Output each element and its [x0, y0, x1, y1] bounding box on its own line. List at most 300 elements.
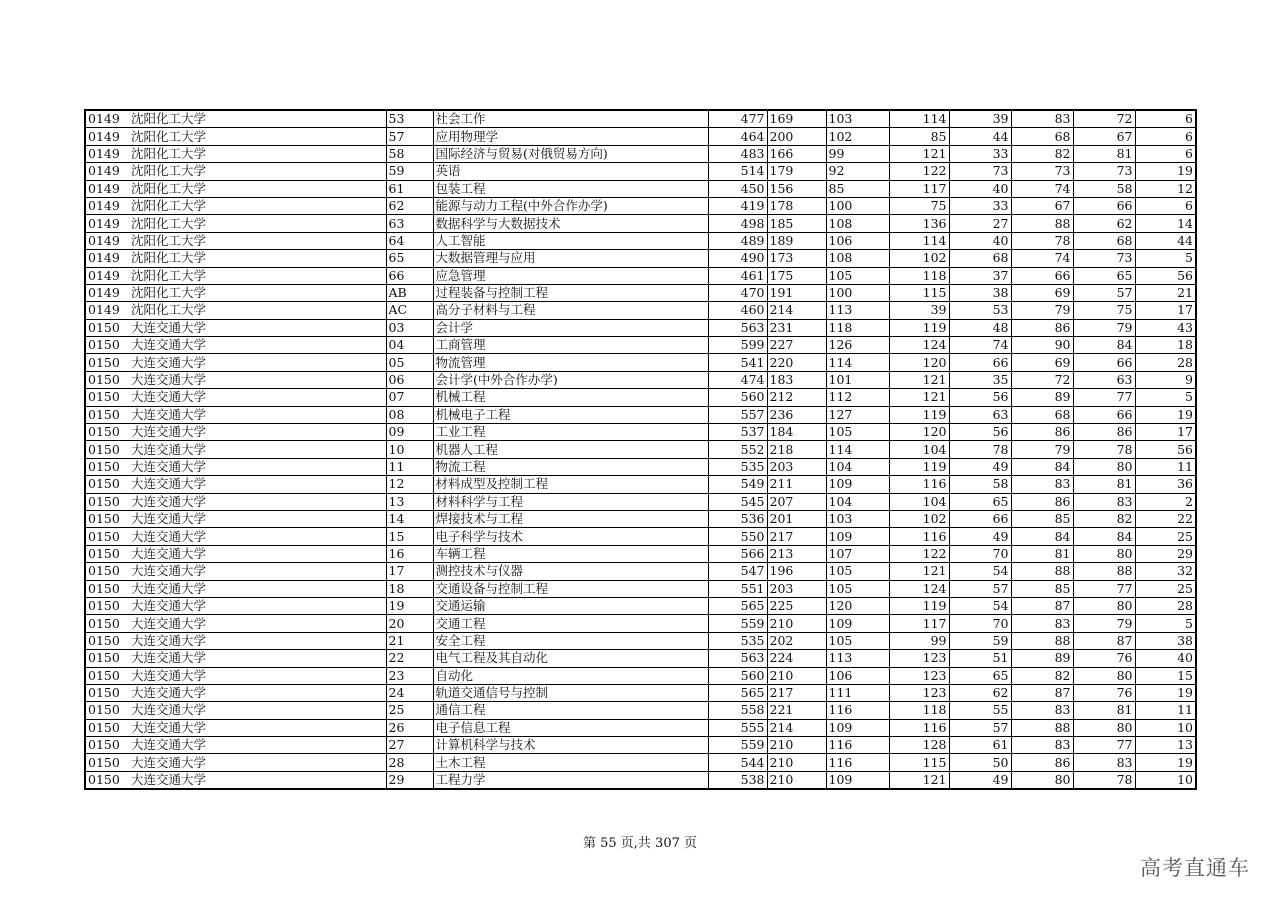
score-col-3: 109	[826, 719, 889, 736]
table-row	[85, 545, 1196, 562]
school-code: 0150	[85, 406, 129, 423]
major-code: 20	[386, 615, 433, 632]
major-code: AC	[386, 302, 433, 319]
score-col-3: 113	[826, 650, 889, 667]
score-col-1: 547	[708, 563, 767, 580]
score-col-3: 114	[826, 441, 889, 458]
school-name: 大连交通大学	[129, 719, 386, 736]
score-col-6: 79	[1011, 302, 1073, 319]
score-col-7: 62	[1073, 215, 1135, 232]
score-col-4: 121	[889, 563, 949, 580]
score-col-7: 77	[1073, 389, 1135, 406]
score-col-2: 220	[767, 354, 826, 371]
score-col-1: 552	[708, 441, 767, 458]
major-name: 人工智能	[433, 232, 708, 249]
score-col-8: 17	[1135, 302, 1196, 319]
school-name: 大连交通大学	[129, 684, 386, 701]
score-col-8: 22	[1135, 510, 1196, 527]
score-col-1: 557	[708, 406, 767, 423]
score-col-4: 123	[889, 667, 949, 684]
score-col-7: 73	[1073, 163, 1135, 180]
school-name: 大连交通大学	[129, 580, 386, 597]
school-code: 0150	[85, 719, 129, 736]
table-row	[85, 719, 1196, 736]
score-col-6: 85	[1011, 580, 1073, 597]
score-col-3: 120	[826, 597, 889, 614]
score-col-2: 224	[767, 650, 826, 667]
score-col-4: 121	[889, 371, 949, 388]
score-col-2: 189	[767, 232, 826, 249]
score-col-1: 538	[708, 771, 767, 789]
table-row	[85, 458, 1196, 475]
school-name: 沈阳化工大学	[129, 302, 386, 319]
score-col-5: 48	[949, 319, 1011, 336]
score-col-4: 102	[889, 250, 949, 267]
score-col-3: 105	[826, 580, 889, 597]
score-col-2: 203	[767, 580, 826, 597]
score-col-5: 49	[949, 458, 1011, 475]
major-code: 04	[386, 337, 433, 354]
table-row	[85, 632, 1196, 649]
school-name: 沈阳化工大学	[129, 110, 386, 128]
table-row	[85, 197, 1196, 214]
score-col-1: 470	[708, 284, 767, 301]
school-name: 大连交通大学	[129, 597, 386, 614]
score-col-2: 200	[767, 128, 826, 145]
major-name: 计算机科学与技术	[433, 737, 708, 754]
score-col-6: 86	[1011, 493, 1073, 510]
score-col-8: 43	[1135, 319, 1196, 336]
score-col-7: 76	[1073, 684, 1135, 701]
score-col-7: 81	[1073, 702, 1135, 719]
score-col-5: 59	[949, 632, 1011, 649]
major-code: 03	[386, 319, 433, 336]
major-code: 23	[386, 667, 433, 684]
score-col-6: 83	[1011, 110, 1073, 128]
score-col-5: 70	[949, 615, 1011, 632]
score-col-1: 565	[708, 684, 767, 701]
score-col-8: 5	[1135, 615, 1196, 632]
table-row	[85, 145, 1196, 162]
score-col-7: 79	[1073, 615, 1135, 632]
score-col-3: 113	[826, 302, 889, 319]
major-name: 通信工程	[433, 702, 708, 719]
score-col-7: 84	[1073, 528, 1135, 545]
score-col-3: 85	[826, 180, 889, 197]
school-name: 大连交通大学	[129, 737, 386, 754]
score-col-6: 79	[1011, 441, 1073, 458]
score-col-8: 40	[1135, 650, 1196, 667]
major-name: 轨道交通信号与控制	[433, 684, 708, 701]
table-row	[85, 441, 1196, 458]
score-col-5: 58	[949, 476, 1011, 493]
score-col-6: 74	[1011, 250, 1073, 267]
score-col-4: 122	[889, 545, 949, 562]
score-col-7: 77	[1073, 580, 1135, 597]
score-col-3: 114	[826, 354, 889, 371]
score-col-1: 549	[708, 476, 767, 493]
table-row	[85, 702, 1196, 719]
major-code: 16	[386, 545, 433, 562]
major-name: 材料成型及控制工程	[433, 476, 708, 493]
score-col-6: 88	[1011, 215, 1073, 232]
score-col-2: 210	[767, 771, 826, 789]
major-name: 数据科学与大数据技术	[433, 215, 708, 232]
score-col-3: 104	[826, 493, 889, 510]
school-code: 0150	[85, 580, 129, 597]
score-col-5: 78	[949, 441, 1011, 458]
score-col-2: 225	[767, 597, 826, 614]
score-col-3: 109	[826, 771, 889, 789]
school-name: 大连交通大学	[129, 667, 386, 684]
table-row	[85, 267, 1196, 284]
major-code: 26	[386, 719, 433, 736]
score-col-1: 477	[708, 110, 767, 128]
school-code: 0150	[85, 424, 129, 441]
school-code: 0150	[85, 458, 129, 475]
school-code: 0149	[85, 215, 129, 232]
score-col-4: 120	[889, 354, 949, 371]
score-col-2: 227	[767, 337, 826, 354]
major-code: 11	[386, 458, 433, 475]
score-col-5: 70	[949, 545, 1011, 562]
score-col-5: 49	[949, 528, 1011, 545]
major-code: 12	[386, 476, 433, 493]
score-col-7: 65	[1073, 267, 1135, 284]
score-col-3: 107	[826, 545, 889, 562]
score-col-5: 33	[949, 197, 1011, 214]
score-col-5: 74	[949, 337, 1011, 354]
major-code: 27	[386, 737, 433, 754]
major-name: 应用物理学	[433, 128, 708, 145]
major-name: 电子信息工程	[433, 719, 708, 736]
page-footer: 第 55 页,共 307 页	[582, 836, 698, 851]
school-code: 0150	[85, 737, 129, 754]
score-col-8: 25	[1135, 528, 1196, 545]
score-col-5: 44	[949, 128, 1011, 145]
score-col-3: 103	[826, 110, 889, 128]
school-code: 0150	[85, 493, 129, 510]
score-col-5: 56	[949, 389, 1011, 406]
school-name: 大连交通大学	[129, 424, 386, 441]
score-col-7: 66	[1073, 354, 1135, 371]
school-code: 0150	[85, 371, 129, 388]
school-code: 0150	[85, 702, 129, 719]
score-col-4: 104	[889, 493, 949, 510]
score-col-1: 559	[708, 737, 767, 754]
score-col-8: 10	[1135, 719, 1196, 736]
score-col-5: 65	[949, 667, 1011, 684]
major-name: 电气工程及其自动化	[433, 650, 708, 667]
score-col-7: 78	[1073, 441, 1135, 458]
major-name: 物流工程	[433, 458, 708, 475]
score-col-4: 121	[889, 771, 949, 789]
score-col-7: 84	[1073, 337, 1135, 354]
school-code: 0150	[85, 771, 129, 789]
score-col-4: 114	[889, 232, 949, 249]
score-col-7: 80	[1073, 667, 1135, 684]
school-name: 大连交通大学	[129, 441, 386, 458]
score-col-3: 92	[826, 163, 889, 180]
table-row	[85, 424, 1196, 441]
major-name: 工程力学	[433, 771, 708, 789]
major-name: 工业工程	[433, 424, 708, 441]
school-name: 大连交通大学	[129, 406, 386, 423]
school-code: 0150	[85, 597, 129, 614]
score-col-2: 184	[767, 424, 826, 441]
school-code: 0150	[85, 615, 129, 632]
score-col-3: 106	[826, 667, 889, 684]
score-col-2: 185	[767, 215, 826, 232]
score-col-1: 490	[708, 250, 767, 267]
score-col-4: 118	[889, 702, 949, 719]
score-col-2: 210	[767, 615, 826, 632]
score-col-2: 201	[767, 510, 826, 527]
score-col-1: 563	[708, 319, 767, 336]
score-col-4: 120	[889, 424, 949, 441]
score-col-1: 483	[708, 145, 767, 162]
score-col-6: 88	[1011, 632, 1073, 649]
score-col-6: 82	[1011, 667, 1073, 684]
score-col-1: 559	[708, 615, 767, 632]
table-row	[85, 250, 1196, 267]
school-code: 0149	[85, 302, 129, 319]
table-row	[85, 493, 1196, 510]
table-row	[85, 232, 1196, 249]
school-name: 大连交通大学	[129, 458, 386, 475]
score-col-3: 109	[826, 528, 889, 545]
score-col-4: 121	[889, 389, 949, 406]
score-col-8: 5	[1135, 389, 1196, 406]
score-col-3: 104	[826, 458, 889, 475]
score-col-4: 75	[889, 197, 949, 214]
score-col-2: 211	[767, 476, 826, 493]
score-col-6: 89	[1011, 389, 1073, 406]
score-col-4: 124	[889, 580, 949, 597]
score-col-8: 56	[1135, 441, 1196, 458]
score-col-8: 11	[1135, 458, 1196, 475]
score-col-3: 105	[826, 424, 889, 441]
table-row	[85, 180, 1196, 197]
score-col-1: 541	[708, 354, 767, 371]
major-code: 64	[386, 232, 433, 249]
school-name: 沈阳化工大学	[129, 232, 386, 249]
score-col-5: 73	[949, 163, 1011, 180]
major-code: 10	[386, 441, 433, 458]
table-row	[85, 580, 1196, 597]
score-col-1: 460	[708, 302, 767, 319]
score-col-6: 68	[1011, 406, 1073, 423]
table-row	[85, 215, 1196, 232]
school-name: 沈阳化工大学	[129, 215, 386, 232]
score-col-2: 156	[767, 180, 826, 197]
major-code: 59	[386, 163, 433, 180]
score-col-4: 119	[889, 597, 949, 614]
score-col-2: 218	[767, 441, 826, 458]
score-col-3: 100	[826, 197, 889, 214]
score-col-5: 51	[949, 650, 1011, 667]
score-col-1: 558	[708, 702, 767, 719]
score-col-7: 66	[1073, 406, 1135, 423]
major-name: 交通设备与控制工程	[433, 580, 708, 597]
table-row	[85, 128, 1196, 145]
score-col-6: 86	[1011, 754, 1073, 771]
score-col-2: 202	[767, 632, 826, 649]
school-name: 大连交通大学	[129, 319, 386, 336]
score-col-2: 214	[767, 719, 826, 736]
major-code: 24	[386, 684, 433, 701]
school-code: 0149	[85, 232, 129, 249]
score-col-1: 565	[708, 597, 767, 614]
school-name: 沈阳化工大学	[129, 128, 386, 145]
score-col-6: 67	[1011, 197, 1073, 214]
score-col-3: 99	[826, 145, 889, 162]
score-col-6: 74	[1011, 180, 1073, 197]
major-code: 63	[386, 215, 433, 232]
major-name: 英语	[433, 163, 708, 180]
school-code: 0149	[85, 267, 129, 284]
major-code: 13	[386, 493, 433, 510]
score-col-5: 40	[949, 232, 1011, 249]
score-col-2: 166	[767, 145, 826, 162]
score-col-6: 83	[1011, 737, 1073, 754]
score-col-6: 83	[1011, 476, 1073, 493]
score-col-5: 57	[949, 580, 1011, 597]
score-col-4: 115	[889, 284, 949, 301]
major-code: 25	[386, 702, 433, 719]
major-name: 应急管理	[433, 267, 708, 284]
score-col-8: 28	[1135, 597, 1196, 614]
score-col-6: 90	[1011, 337, 1073, 354]
score-col-5: 50	[949, 754, 1011, 771]
table-row	[85, 337, 1196, 354]
score-col-6: 84	[1011, 528, 1073, 545]
school-name: 沈阳化工大学	[129, 163, 386, 180]
table-row	[85, 163, 1196, 180]
table-row	[85, 528, 1196, 545]
score-col-3: 112	[826, 389, 889, 406]
score-col-4: 122	[889, 163, 949, 180]
score-col-5: 65	[949, 493, 1011, 510]
score-col-2: 210	[767, 754, 826, 771]
score-col-2: 173	[767, 250, 826, 267]
score-col-2: 217	[767, 684, 826, 701]
score-col-3: 102	[826, 128, 889, 145]
score-col-4: 115	[889, 754, 949, 771]
score-col-4: 116	[889, 476, 949, 493]
score-col-7: 76	[1073, 650, 1135, 667]
score-col-7: 67	[1073, 128, 1135, 145]
score-col-4: 121	[889, 145, 949, 162]
school-code: 0150	[85, 337, 129, 354]
score-col-7: 88	[1073, 563, 1135, 580]
score-col-7: 57	[1073, 284, 1135, 301]
score-col-1: 489	[708, 232, 767, 249]
major-code: 61	[386, 180, 433, 197]
major-code: 08	[386, 406, 433, 423]
major-name: 能源与动力工程(中外合作办学)	[433, 197, 708, 214]
score-col-2: 169	[767, 110, 826, 128]
school-code: 0149	[85, 284, 129, 301]
score-col-5: 66	[949, 510, 1011, 527]
score-col-6: 88	[1011, 719, 1073, 736]
score-col-3: 126	[826, 337, 889, 354]
score-col-2: 210	[767, 667, 826, 684]
school-name: 大连交通大学	[129, 650, 386, 667]
major-code: 05	[386, 354, 433, 371]
school-code: 0150	[85, 441, 129, 458]
score-col-1: 464	[708, 128, 767, 145]
score-col-4: 114	[889, 110, 949, 128]
score-col-3: 116	[826, 754, 889, 771]
score-col-8: 19	[1135, 406, 1196, 423]
score-col-3: 109	[826, 615, 889, 632]
score-col-3: 105	[826, 563, 889, 580]
school-code: 0150	[85, 528, 129, 545]
score-col-7: 78	[1073, 771, 1135, 789]
score-col-2: 214	[767, 302, 826, 319]
score-col-5: 68	[949, 250, 1011, 267]
score-col-4: 136	[889, 215, 949, 232]
score-col-4: 119	[889, 458, 949, 475]
score-col-6: 78	[1011, 232, 1073, 249]
table-row	[85, 510, 1196, 527]
score-col-7: 58	[1073, 180, 1135, 197]
table-row	[85, 284, 1196, 301]
major-name: 机械电子工程	[433, 406, 708, 423]
score-col-2: 203	[767, 458, 826, 475]
score-col-5: 57	[949, 719, 1011, 736]
score-col-7: 63	[1073, 371, 1135, 388]
school-code: 0150	[85, 667, 129, 684]
major-name: 测控技术与仪器	[433, 563, 708, 580]
score-col-6: 80	[1011, 771, 1073, 789]
score-col-2: 210	[767, 737, 826, 754]
score-col-6: 83	[1011, 615, 1073, 632]
score-col-8: 12	[1135, 180, 1196, 197]
score-col-2: 178	[767, 197, 826, 214]
school-code: 0149	[85, 163, 129, 180]
score-col-5: 66	[949, 354, 1011, 371]
score-col-2: 221	[767, 702, 826, 719]
score-col-3: 118	[826, 319, 889, 336]
score-col-4: 116	[889, 528, 949, 545]
major-name: 社会工作	[433, 110, 708, 128]
school-code: 0149	[85, 110, 129, 128]
score-col-6: 69	[1011, 284, 1073, 301]
score-col-7: 80	[1073, 458, 1135, 475]
score-col-4: 119	[889, 406, 949, 423]
school-name: 沈阳化工大学	[129, 250, 386, 267]
major-name: 会计学(中外合作办学)	[433, 371, 708, 388]
major-name: 车辆工程	[433, 545, 708, 562]
table-row	[85, 302, 1196, 319]
score-col-2: 179	[767, 163, 826, 180]
score-col-3: 116	[826, 737, 889, 754]
score-col-6: 84	[1011, 458, 1073, 475]
school-name: 沈阳化工大学	[129, 145, 386, 162]
score-col-6: 85	[1011, 510, 1073, 527]
score-col-4: 124	[889, 337, 949, 354]
major-name: 大数据管理与应用	[433, 250, 708, 267]
major-code: 62	[386, 197, 433, 214]
score-col-5: 33	[949, 145, 1011, 162]
score-col-8: 17	[1135, 424, 1196, 441]
table-row	[85, 684, 1196, 701]
school-code: 0150	[85, 545, 129, 562]
score-col-2: 196	[767, 563, 826, 580]
score-col-7: 72	[1073, 110, 1135, 128]
